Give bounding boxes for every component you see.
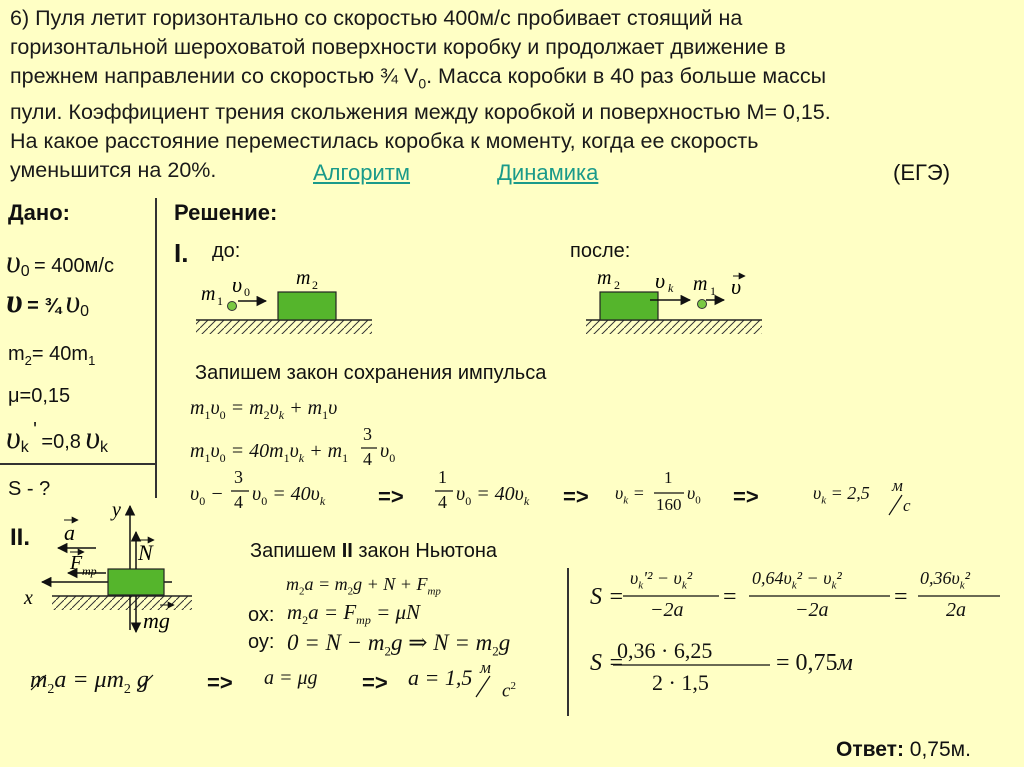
momentum-result: $\upsilon_k = 2,5$ bbox=[813, 483, 870, 507]
svg-text:y: y bbox=[112, 499, 121, 521]
svg-text:N: N bbox=[138, 540, 153, 565]
before-ground bbox=[196, 320, 372, 334]
problem-line-3: прежнем направлении со скоростью ¾ $V_0$. Масса коробки в 40 раз больше массы bbox=[10, 64, 827, 92]
implies-arrow-5: => bbox=[362, 670, 388, 695]
svg-text:m: m bbox=[693, 273, 708, 295]
momentum-eq-5: $\upsilon_k$ = bbox=[615, 483, 645, 507]
distance-numeric: S = bbox=[590, 650, 625, 676]
ox-label: ох: bbox=[248, 604, 275, 626]
given-v0: $\upsilon_0 = 400м/с$ bbox=[6, 243, 114, 281]
given-vk: $\upsilon_k$ ' =0,8 $\upsilon_k$ bbox=[6, 419, 109, 457]
momentum-eq-1: $m_1\upsilon_0 = m_2\upsilon_k + m_1\upsilon$ bbox=[190, 397, 338, 422]
part-one-label: I. bbox=[174, 238, 189, 268]
newton-ox-eq: $m_2a = F_{тр} = \mu N$ bbox=[287, 600, 421, 628]
momentum-eq-4: $\upsilon_0 = 40\upsilon_k$ bbox=[456, 483, 530, 508]
given-mass-ratio: $m_2= 40m_1$ bbox=[8, 343, 96, 368]
svg-text:1: 1 bbox=[217, 294, 223, 308]
acceleration-formula: a = μg bbox=[264, 667, 318, 689]
problem-line-5: На какое расстояние переместилась коробка к моменту, когда ее скорость bbox=[10, 129, 759, 154]
after-ground bbox=[586, 320, 762, 334]
given-heading: Дано: bbox=[8, 200, 70, 225]
newton-oy-eq: $0 = N - m_2g$ ⇒ $N = m_2g$ bbox=[287, 630, 511, 659]
given-find: S - ? bbox=[8, 478, 51, 500]
svg-text:F: F bbox=[70, 552, 83, 574]
force-ground bbox=[52, 596, 192, 610]
after-diagram bbox=[586, 267, 762, 334]
momentum-title: Запишем закон сохранения импульса bbox=[195, 362, 547, 384]
acceleration-derivation: $m_2a = \mu m_2$ g bbox=[30, 667, 149, 697]
after-label: после: bbox=[570, 240, 631, 262]
svg-text:1: 1 bbox=[710, 284, 716, 298]
svg-text:2: 2 bbox=[614, 278, 620, 292]
force-box bbox=[108, 569, 164, 595]
svg-text:тр: тр bbox=[82, 564, 97, 578]
svg-text:a: a bbox=[64, 520, 75, 545]
svg-text:k: k bbox=[668, 281, 674, 295]
force-diagram bbox=[23, 499, 192, 633]
svg-text:m: m bbox=[201, 283, 216, 305]
svg-text:υ: υ bbox=[731, 274, 742, 299]
newton-vector-eq: $m_2a = m_2g + N + F_{тр}$ bbox=[286, 574, 441, 598]
given-mu: μ=0,15 bbox=[8, 385, 71, 407]
algorithm-link[interactable]: Алгоритм bbox=[313, 160, 411, 185]
before-bullet bbox=[228, 302, 237, 311]
distance-formula-s: S = bbox=[590, 584, 625, 610]
after-bullet bbox=[698, 300, 707, 309]
part-two-label: II. bbox=[10, 524, 31, 551]
newton-title: Запишем II закон Ньютона bbox=[250, 540, 498, 562]
problem-line-6: уменьшится на 20%. bbox=[10, 158, 217, 183]
svg-text:mg: mg bbox=[143, 608, 170, 633]
svg-text:m: m bbox=[296, 267, 311, 289]
momentum-eq-2: $m_1\upsilon_0 = 40m_1\upsilon_k + m_1$ bbox=[190, 440, 349, 465]
after-box bbox=[600, 292, 658, 320]
svg-text:2: 2 bbox=[312, 278, 318, 292]
svg-text:υ: υ bbox=[232, 272, 243, 297]
problem-line-1: 6) Пуля летит горизонтально со скоростью 400м/с пробивает стоящий на bbox=[10, 6, 743, 30]
problem-line-2: горизонтальной шероховатой поверхности коробку и продолжает движение в bbox=[10, 35, 786, 59]
dynamics-link[interactable]: Динамика bbox=[497, 160, 599, 185]
problem-line-4: пули. Коэффициент трения скольжения между коробкой и поверхностью М= 0,15. bbox=[10, 100, 831, 125]
oy-label: оу: bbox=[248, 631, 275, 653]
before-diagram bbox=[196, 267, 372, 334]
implies-arrow-4: => bbox=[207, 670, 233, 695]
given-v: υ = ¾ $\upsilon_0$ bbox=[6, 283, 90, 321]
momentum-eq-3: $\upsilon_0$ − bbox=[190, 483, 224, 508]
implies-arrow-3: => bbox=[733, 484, 759, 509]
svg-text:x: x bbox=[24, 587, 33, 609]
acceleration-value: a = 1,5 bbox=[408, 665, 473, 690]
implies-arrow-1: => bbox=[378, 484, 404, 509]
exam-tag: (ЕГЭ) bbox=[893, 160, 951, 185]
implies-arrow-2: => bbox=[563, 484, 589, 509]
solution-heading: Решение: bbox=[174, 200, 278, 225]
svg-text:υ: υ bbox=[655, 268, 666, 293]
before-box bbox=[278, 292, 336, 320]
before-label: до: bbox=[212, 240, 241, 262]
svg-text:0: 0 bbox=[244, 285, 250, 299]
answer: Ответ: 0,75м. bbox=[836, 738, 971, 761]
svg-text:m: m bbox=[597, 267, 612, 289]
